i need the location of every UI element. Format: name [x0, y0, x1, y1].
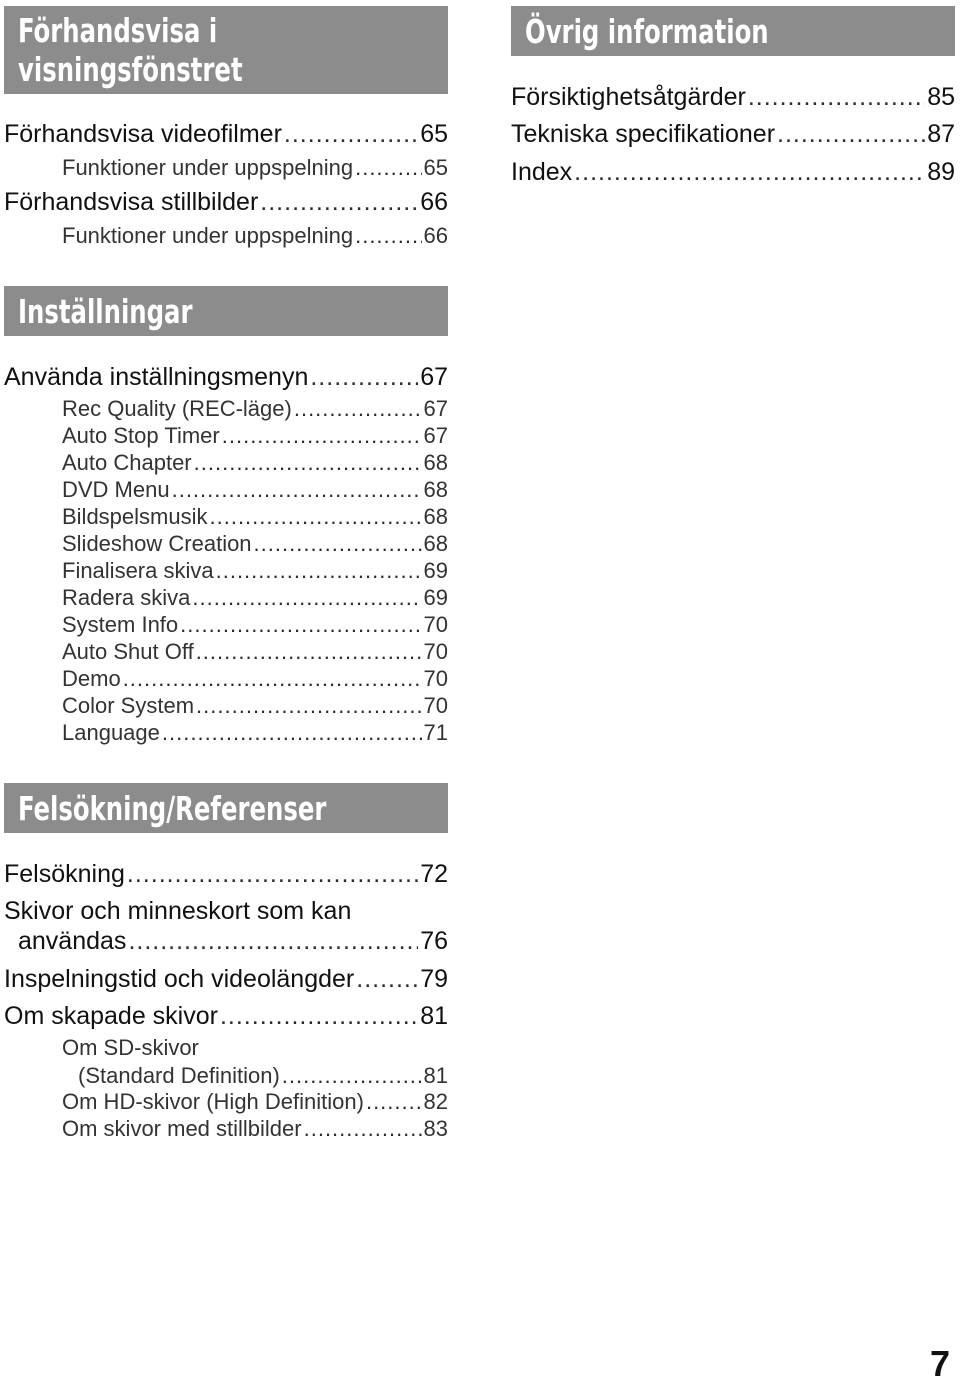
- toc-subentry[interactable]: Funktioner under uppspelning ..... 66: [62, 222, 448, 249]
- section-header-troubleshooting: [4, 783, 448, 833]
- section-title-other: Övrig information: [525, 11, 769, 51]
- toc-subentry[interactable]: Auto Shut Off ..... 70: [62, 638, 448, 665]
- toc-subentry[interactable]: Demo ..... 70: [62, 665, 448, 692]
- toc-subentry[interactable]: Radera skiva ..... 69: [62, 584, 448, 611]
- toc-entry[interactable]: Felsökning ..... 72: [4, 857, 448, 891]
- section-header-settings: [4, 286, 448, 336]
- toc-subentry[interactable]: DVD Menu ..... 68: [62, 476, 448, 503]
- toc-subentry[interactable]: Color System ..... 70: [62, 692, 448, 719]
- toc-subentry[interactable]: Om HD-skivor (High Definition) ..... 82: [62, 1088, 448, 1115]
- section-header-other: [511, 6, 955, 56]
- toc-entry[interactable]: Försiktighetsåtgärder ..... 85: [511, 80, 955, 114]
- toc-entry[interactable]: Använda inställningsmenyn ..... 67: [4, 360, 448, 394]
- toc-subentry-line[interactable]: Om SD-skivor: [62, 1035, 199, 1060]
- toc-subentry[interactable]: Finalisera skiva ..... 69: [62, 557, 448, 584]
- section-title-troubleshooting: Felsökning/Referenser: [18, 788, 327, 828]
- toc-entry[interactable]: Förhandsvisa stillbilder ..... 66: [4, 185, 448, 219]
- toc-entry[interactable]: Inspelningstid och videolängder ..... 79: [4, 962, 448, 996]
- toc-entry[interactable]: Om skapade skivor ..... 81: [4, 999, 448, 1033]
- toc-entry[interactable]: Tekniska specifikationer ..... 87: [511, 117, 955, 151]
- toc-subentry[interactable]: System Info ..... 70: [62, 611, 448, 638]
- toc-subentry[interactable]: Language ..... 71: [62, 719, 448, 746]
- toc-subentry[interactable]: (Standard Definition) ..... 81: [78, 1062, 448, 1089]
- toc-subentry[interactable]: Funktioner under uppspelning ..... 65: [62, 154, 448, 181]
- toc-subentry[interactable]: Rec Quality (REC-läge) ..... 67: [62, 395, 448, 422]
- toc-entry[interactable]: Förhandsvisa videofilmer ..... 65: [4, 117, 448, 151]
- section-title-preview-line2: visningsfönstret: [18, 50, 243, 89]
- toc-subentry[interactable]: Slideshow Creation ..... 68: [62, 530, 448, 557]
- toc-subentry[interactable]: Auto Chapter ..... 68: [62, 449, 448, 476]
- toc-subentry[interactable]: Om skivor med stillbilder ..... 83: [62, 1115, 448, 1142]
- section-header-preview: [4, 6, 448, 94]
- toc-entry[interactable]: Index ..... 89: [511, 155, 955, 189]
- toc-entry[interactable]: användas ..... 76: [18, 924, 448, 958]
- page-number: 7: [929, 1343, 950, 1384]
- toc-subentry[interactable]: Auto Stop Timer ..... 67: [62, 422, 448, 449]
- section-title-settings: Inställningar: [18, 291, 193, 331]
- toc-subentry[interactable]: Bildspelsmusik ..... 68: [62, 503, 448, 530]
- section-title-preview-line1: Förhandsvisa i: [18, 11, 218, 50]
- toc-entry-line[interactable]: Skivor och minneskort som kan: [4, 897, 352, 925]
